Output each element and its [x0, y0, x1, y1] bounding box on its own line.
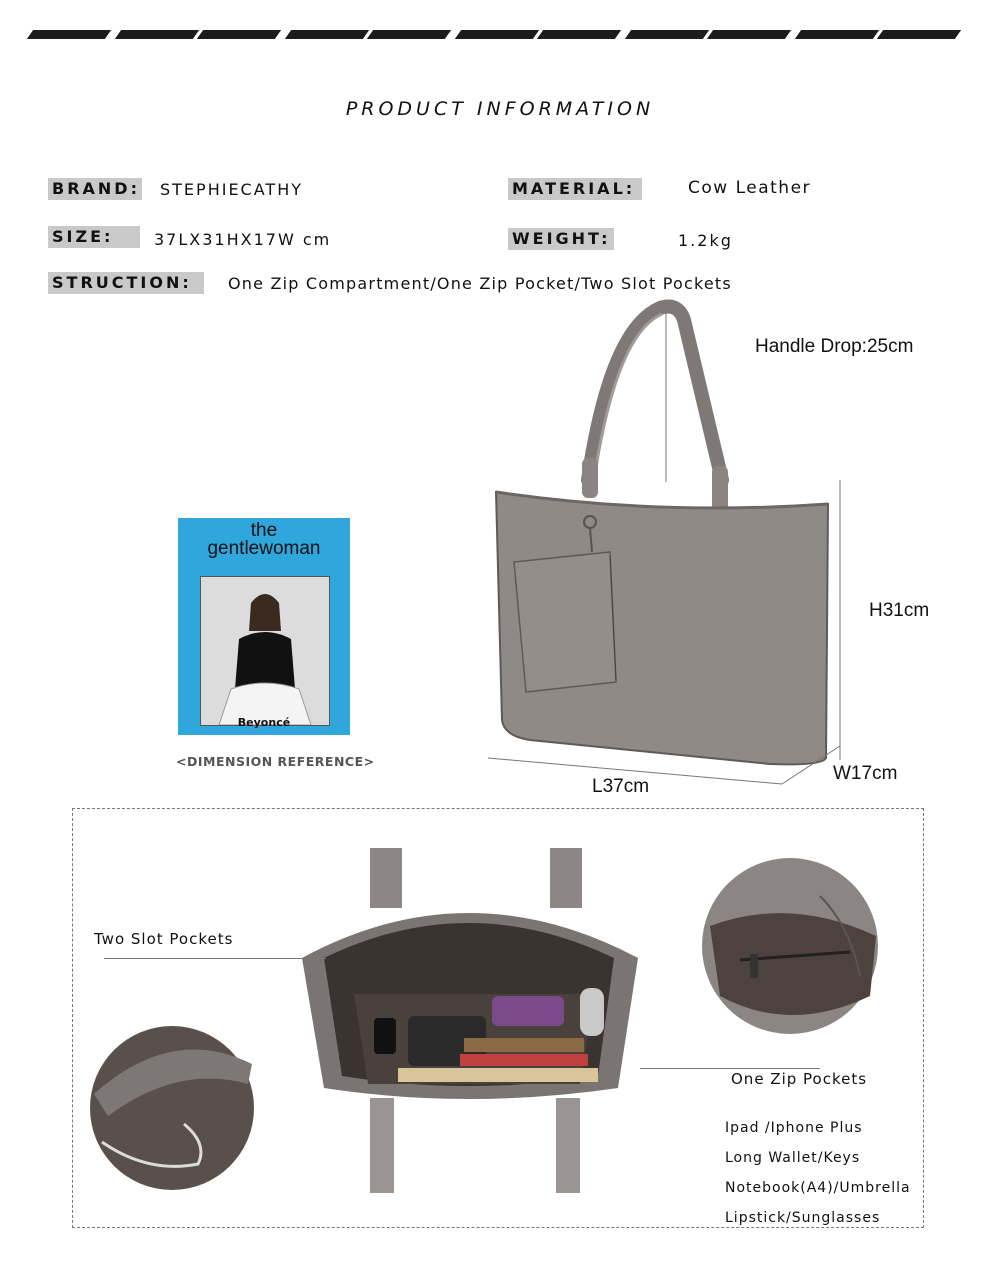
stripe	[197, 30, 281, 39]
material-value: Cow Leather	[688, 178, 812, 198]
stripe	[877, 30, 961, 39]
brand-label: BRAND:	[48, 178, 142, 200]
structure-label: STRUCTION:	[48, 272, 204, 294]
stripe	[27, 30, 111, 39]
tote-bag-image	[470, 290, 850, 810]
bag-interior-image	[268, 848, 668, 1193]
magazine-cover-name: Beyoncé	[237, 716, 291, 729]
slot-pockets-line	[104, 958, 326, 959]
dimension-reference-caption: <DIMENSION REFERENCE>	[176, 754, 375, 769]
material-label: MATERIAL:	[508, 178, 642, 200]
size-label: SIZE:	[48, 226, 140, 248]
zip-pockets-line	[640, 1068, 820, 1069]
stripe	[625, 30, 709, 39]
brand-value: STEPHIECATHY	[160, 180, 303, 199]
structure-value: One Zip Compartment/One Zip Pocket/Two Slot Pockets	[228, 274, 732, 293]
stripe	[285, 30, 369, 39]
zip-pocket-closeup	[700, 856, 880, 1036]
height-label: H31cm	[869, 600, 930, 621]
magazine-title-line1: the	[250, 520, 278, 541]
page-title: PRODUCT INFORMATION	[345, 98, 655, 120]
magazine-title-line2: gentlewoman	[207, 538, 321, 559]
stripe	[115, 30, 199, 39]
length-label: L37cm	[592, 776, 650, 797]
fit-item: Lipstick/Sunglasses	[725, 1210, 881, 1226]
stripe	[707, 30, 791, 39]
stripe	[795, 30, 879, 39]
slot-pockets-label: Two Slot Pockets	[94, 930, 234, 948]
magazine-title	[178, 522, 350, 558]
stripe	[455, 30, 539, 39]
stripe	[367, 30, 451, 39]
portrait-figure	[201, 577, 329, 725]
stripe	[537, 30, 621, 39]
weight-value: 1.2kg	[678, 231, 733, 250]
handle-drop-label: Handle Drop:25cm	[755, 336, 914, 357]
fit-item: Notebook(A4)/Umbrella	[725, 1180, 911, 1196]
slot-pocket-closeup	[88, 1024, 256, 1192]
zip-pockets-label: One Zip Pockets	[731, 1070, 868, 1088]
width-label: W17cm	[833, 763, 898, 784]
fit-item: Ipad /Iphone Plus	[725, 1120, 863, 1136]
weight-label: WEIGHT:	[508, 228, 614, 250]
size-value: 37LX31HX17W cm	[154, 230, 332, 249]
magazine-cover	[178, 518, 350, 735]
fit-item: Long Wallet/Keys	[725, 1150, 861, 1166]
magazine-photo	[200, 576, 330, 726]
